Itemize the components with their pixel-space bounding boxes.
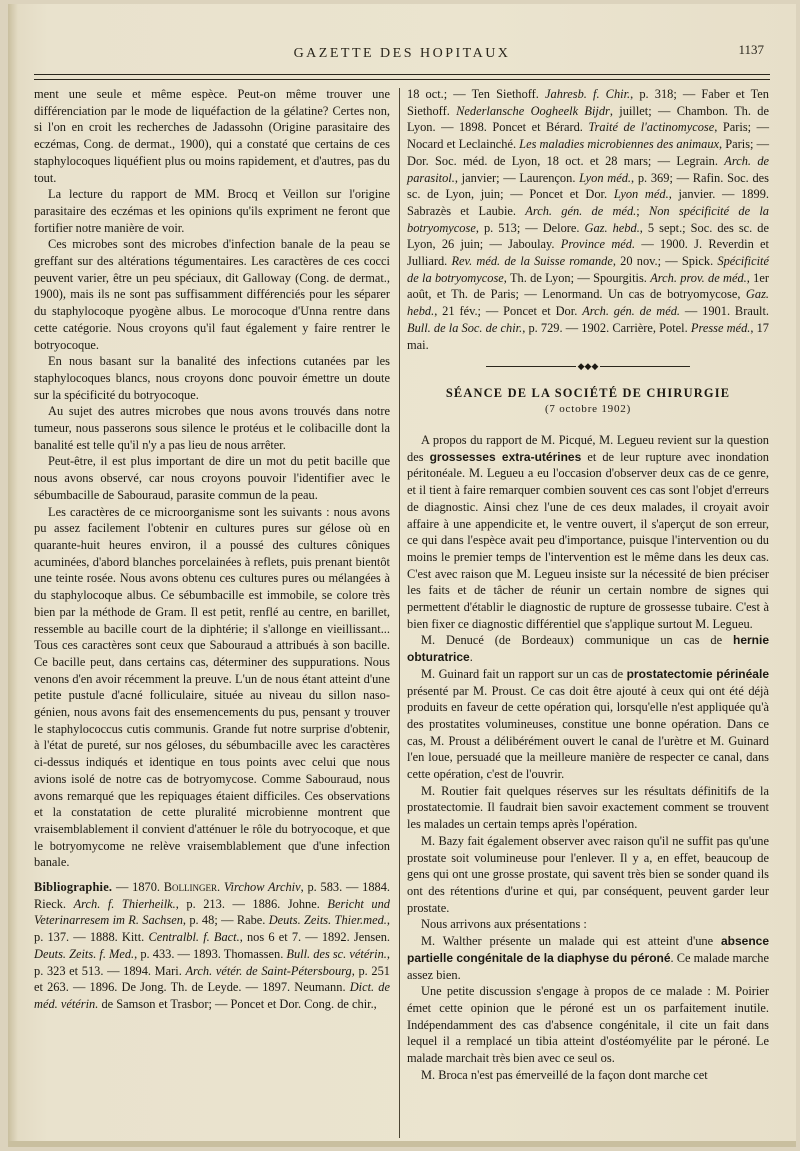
paragraph: Peut-être, il est plus important de dire un mot du petit bacille que nous avons observé, car nous croyons pouvoir l'identifier avec le sébumbacille de Sabouraud, parasite commun de la peau. bbox=[34, 454, 390, 502]
bibliography-continued: 18 oct.; — Ten Siethoff. Jahresb. f. Chir., p. 318; — Faber et Ten Siethoff. Nederlansche Oogheelk Bijdr, juillet; — Chambon. Th. de Lyon. — 1898. Poncet et Bérard. Traité de l'actinomycose, Paris; — Nocard et Leclainché. Les maladies microbiennes des animaux, Paris; — Dor. Soc. méd. de Lyon, 18 oct. et 28 mars; — Legrain. Arch. de parasitol., janvier; — Laurençon. Lyon méd., p. 369; — Rafin. Soc. des sc. de Lyon, juin; — Poncet et Dor. Lyon méd., janvier. — 1899. Sabrazès et Laubie. Arch. gén. de méd.; Non spécificité de la botryomycose, p. 513; — Delore. Gaz. hebd., 5 sept.; Soc. des sc. de Lyon, 26 juin; — Jaboulay. Province méd. — 1900. J. Reverdin et Julliard. Rev. méd. de la Suisse romande, 20 nov.; — Spick. Spécificité de la botryomycose, Th. de Lyon; — Spourgitis. Arch. prov. de méd., 1er août, et Th. de Paris; — Lenormand. Un cas de botryomycose, Gaz. hebd., 21 fév.; — Poncet et Dor. Arch. gén. de méd. — 1901. Brault. Bull. de la Soc. de chir., p. 729. — 1902. Carrière, Potel. Presse méd., 17 mai. bbox=[407, 87, 770, 352]
paragraph: Une petite discussion s'engage à propos de ce malade : M. Poirier émet cette opinion que le péroné est un os parfaitement inutile. Indépendamment des cas d'absence congénitale, il cite un fait dans lequel il a remplacé un tibia atteint d'ostéomyélite par le péroné. Le malade marchait très bien avec ce seul os. bbox=[407, 984, 769, 1066]
paragraph: Ces microbes sont des microbes d'infection banale de la peau se greffant sur des altérations tégumentaires. Les caractères de ces cocci peuvent varier, être un peu spéciaux, dit Galloway (Cong. de dermat., 1900), mais ils ne sont pas suffisamment différenciés pour les séparer du staphylocoque pyogène albus. Le morocoque d'Unna rentre dans cette catégorie. Nous croyons qu'il faut également y faire rentrer le botryocoque. bbox=[34, 237, 390, 352]
right-column bbox=[407, 86, 769, 1083]
keyword-highlight: absence partielle congénitale de la diaphyse du péroné bbox=[407, 934, 769, 965]
bibliography: Bibliographie. — 1870. Bollinger. Virchow Archiv, p. 583. — 1884. Rieck. Arch. f. Thierheilk., p. 213. — 1886. Johne. Bericht und Veterinarresem im R. Sachsen, p. 48; — Rabe. Deuts. Zeits. Thier.med., p. 137. — 1888. Kitt. Centralbl. f. Bact., nos 6 et 7. — 1892. Jensen. Deuts. Zeits. f. Med., p. 433. — 1893. Thomassen. Bull. des sc. vétérin., p. 323 et 513. — 1894. Mari. Arch. vétér. de Saint-Pétersbourg, p. 251 et 263. — 1896. De Jong. Th. de Leyde. — 1897. Neumann. Dict. de méd. vétérin. de Samson et Trasbor; — Poncet et Dor. Cong. de chir., bbox=[34, 880, 391, 1011]
paragraph: M. Denucé (de Bordeaux) communique un cas de hernie obturatrice. bbox=[407, 633, 769, 665]
paragraph: La lecture du rapport de MM. Brocq et Veillon sur l'origine parasitaire des eczémas et les opinions qu'ils expriment ne feront que fortifier notre manière de voir. bbox=[34, 187, 390, 235]
paragraph: A propos du rapport de M. Picqué, M. Legueu revient sur la question des grossesses extra-utérines et de leur rupture avec inondation péritonéale. M. Legueu a eu l'occasion d'observer deux cas de ce genre, et il tient à faire remarquer combien souvent ces cas sont l'objet d'erreurs de diagnostic. Ainsi chez l'une de ces deux malades, il croyait avoir affaire à une appendicite et, le ventre ouvert, il s'aperçut de son erreur, ce qui dans l'espèce avait peu d'importance, puisque l'intervention ou du moins le premier temps de l'intervention est le même dans les deux cas. C'est avec raison que M. Legueu insiste sur la nécessité de bien préciser les faits et de tâcher de réunir un certain nombre de signes qui permettent d'établir le diagnostic de rupture de grossesse tubaire. C'est à bien fixer ce diagnostic différentiel que s'applique surtout M. Legueu. bbox=[407, 433, 769, 631]
newspaper-page bbox=[8, 4, 796, 1147]
section-date: (7 octobre 1902) bbox=[544, 403, 632, 416]
paragraph: Les caractères de ce microorganisme sont les suivants : nous avons pu assez facilement l'obtenir en cultures pures sur gélose où en quarante-huit heures environ, il a poussé des cultures côniques acuminées, d'abord blanches porcelainées à reflets, puis prenant bientôt une teinte rosée. Nous avons obtenu ces cultures pures ou mélangées à du staphylocoque albus. Ce sébumbacille est immobile, se colore très bien par la méthode de Gram. Il est petit, renflé au centre, en barillet, ressemble au bacille court de la diphtérie; il s'allonge en vieillissant... Tous ces caractères sont ceux que Sabouraud a attribués à son bacille. Ce bacille peut, dans certains cas, déterminer des suppurations. Nous venons d'en avoir récemment la preuve. L'un de nous étant atteint d'une petite pustule d'acné folliculaire, située au niveau du sillon naso-génien, nous avons fait des ensemencements du pus, pensant y trouver le staphylococcus cutis communis. Grande fut notre surprise d'obtenir, à l'état de pureté, sur nos géloses, du sébumbacille avec les caractères ci-dessus indiqués et identique en tous points avec celui que nous avions isolé de notre cas de botryomycose. Comme Sabouraud, nous avons remarqué que les repiquages étaient difficiles. Ces observations et la constatation de cette pluralité microbienne montrent que vraisemblablement il convient d'atténuer le rôle du botryocoque, et que le botryomycome ne relève vraisemblablement que d'une infection banale. bbox=[34, 504, 390, 870]
paragraph: Au sujet des autres microbes que nous avons trouvés dans notre tumeur, nous passerons sous silence le protéus et le colibacille dont la banalité est telle qu'il n'y a pas lieu de nous arrêter. bbox=[34, 404, 390, 452]
bibliography-label: Bibliographie. bbox=[34, 880, 113, 895]
page-edge-shadow bbox=[8, 1141, 796, 1147]
paragraph: M. Walther présente un malade qui est atteint d'une absence partielle congénitale de la diaphyse du péroné. Ce malade marche assez bien. bbox=[407, 934, 770, 982]
paragraph: ment une seule et même espèce. Peut-on même trouver une différenciation par le mode de liquéfaction de la gélatine? Certes non, si l'on en croit les recherches de Jadassohn (Origine parasitaire des eczémas, Cong. de dermat., 1900), qui a constaté que certains de ces staphylocoques liquéfient plus ou moins rapidement, et d'autres, pas du tout. bbox=[34, 87, 390, 185]
paragraph: M. Bazy fait également observer avec raison qu'il ne suffit pas qu'une prostate soit volumineuse pour l'enlever. Il y a, en effet, beaucoup de gens qui ont une grosse prostate, qui savent très bien se sonder quand ils ont des rétentions d'urine et qui, par conséquent, peuvent garder leur prostate. bbox=[407, 833, 769, 915]
column-divider bbox=[399, 88, 400, 1138]
keyword-highlight: hernie obturatrice bbox=[407, 633, 769, 665]
header-rule bbox=[34, 74, 770, 75]
paragraph: Nous arrivons aux présentations : bbox=[421, 917, 587, 932]
section-separator-ornament: ◆◆◆ bbox=[407, 358, 769, 375]
header-rule-thin bbox=[34, 79, 770, 80]
paragraph: M. Routier fait quelques réserves sur les résultats définitifs de la prostatectomie. Il faudrait bien savoir exactement comment se trouvent les malades un certain temps après l'opération. bbox=[407, 783, 769, 832]
keyword-highlight: prostatectomie périnéale bbox=[626, 666, 769, 681]
section-title: SÉANCE DE LA SOCIÉTÉ DE CHIRURGIE bbox=[445, 385, 731, 400]
running-title: GAZETTE DES HOPITAUX bbox=[293, 46, 511, 61]
page-header bbox=[8, 34, 796, 74]
left-column bbox=[34, 86, 390, 1013]
paragraph: M. Broca n'est pas émerveillé de la façon dont marche cet bbox=[421, 1067, 708, 1082]
paragraph: En nous basant sur la banalité des infections cutanées par les staphylocoques blancs, nous croyons donc pouvoir émettre un doute sur la spécificité du botryocoque. bbox=[34, 354, 390, 402]
paragraph: M. Guinard fait un rapport sur un cas de prostatectomie périnéale présenté par M. Proust. Ce cas doit être ajouté à ceux qui ont été déjà produits en faveur de cette opération qui, lorsqu'elle n'est appliquée qu'à des prostatites volumineuses, constitue une bonne opération. Dans ce cas, M. Proust a délibérément ouvert le canal de l'urètre et M. Guinard l'en loue, persuadé que la meilleure manière de respecter ce canal, dans cette opération, c'est de l'ouvrir. bbox=[407, 666, 769, 782]
page-number: 1137 bbox=[738, 42, 764, 57]
keyword-highlight: grossesses extra-utérines bbox=[429, 449, 582, 464]
